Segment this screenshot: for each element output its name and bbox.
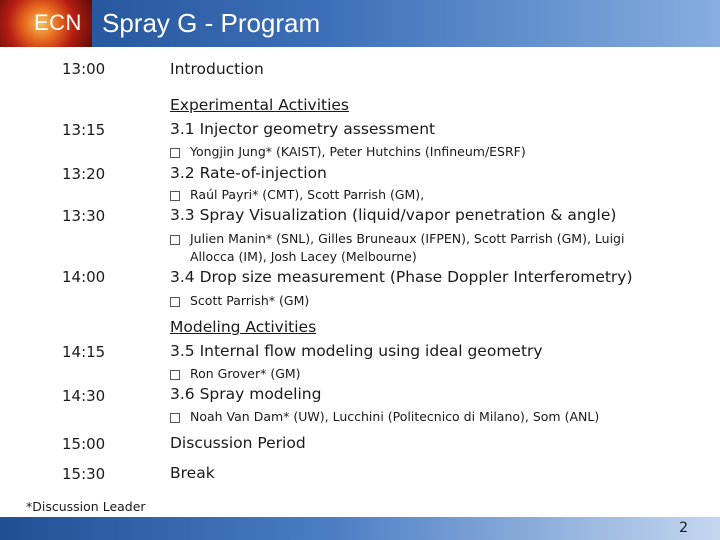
checkbox-bullet-icon xyxy=(170,370,180,380)
time-1330: 13:30 xyxy=(62,207,106,225)
speakers-3-3-line1: Julien Manin* (SNL), Gilles Bruneaux (IFPEN), Scott Parrish (GM), Luigi xyxy=(190,231,625,246)
speakers-3-5: Ron Grover* (GM) xyxy=(190,366,301,381)
speakers-3-4: Scott Parrish* (GM) xyxy=(190,293,310,308)
footer-bar xyxy=(0,517,720,540)
checkbox-bullet-icon xyxy=(170,235,180,245)
agenda-introduction: Introduction xyxy=(170,60,264,78)
speakers-3-3-line2: Allocca (IM), Josh Lacey (Melbourne) xyxy=(190,249,417,264)
time-1530: 15:30 xyxy=(62,465,106,483)
speakers-3-6: Noah Van Dam* (UW), Lucchini (Politecnico di Milano), Som (ANL) xyxy=(190,409,600,424)
time-1430: 14:30 xyxy=(62,387,106,405)
agenda-3-4: 3.4 Drop size measurement (Phase Doppler Interferometry) xyxy=(170,268,633,286)
time-1415: 14:15 xyxy=(62,343,106,361)
speakers-3-2: Raúl Payri* (CMT), Scott Parrish (GM), xyxy=(190,187,425,202)
checkbox-bullet-icon xyxy=(170,191,180,201)
checkbox-bullet-icon xyxy=(170,413,180,423)
agenda-3-3: 3.3 Spray Visualization (liquid/vapor penetration & angle) xyxy=(170,206,617,224)
discussion-leader-note: *Discussion Leader xyxy=(26,499,146,514)
section-experimental: Experimental Activities xyxy=(170,96,349,114)
agenda-3-1: 3.1 Injector geometry assessment xyxy=(170,120,436,138)
agenda-break: Break xyxy=(170,464,215,482)
time-1500: 15:00 xyxy=(62,435,106,453)
agenda-3-6: 3.6 Spray modeling xyxy=(170,385,322,403)
ecn-logo xyxy=(0,0,92,47)
time-1400: 14:00 xyxy=(62,268,106,286)
page-title: Spray G - Program xyxy=(102,8,321,38)
checkbox-bullet-icon xyxy=(170,297,180,307)
page-number: 2 xyxy=(679,520,688,536)
time-1320: 13:20 xyxy=(62,165,106,183)
logo-text: ECN xyxy=(34,10,82,35)
time-1300: 13:00 xyxy=(62,60,106,78)
speakers-3-1: Yongjin Jung* (KAIST), Peter Hutchins (Infineum/ESRF) xyxy=(190,144,526,159)
section-modeling: Modeling Activities xyxy=(170,318,317,336)
agenda-discussion: Discussion Period xyxy=(170,434,306,452)
agenda-3-5: 3.5 Internal flow modeling using ideal geometry xyxy=(170,342,543,360)
header-bar xyxy=(0,0,720,47)
agenda-3-2: 3.2 Rate-of-injection xyxy=(170,164,327,182)
time-1315: 13:15 xyxy=(62,121,106,139)
checkbox-bullet-icon xyxy=(170,148,180,158)
